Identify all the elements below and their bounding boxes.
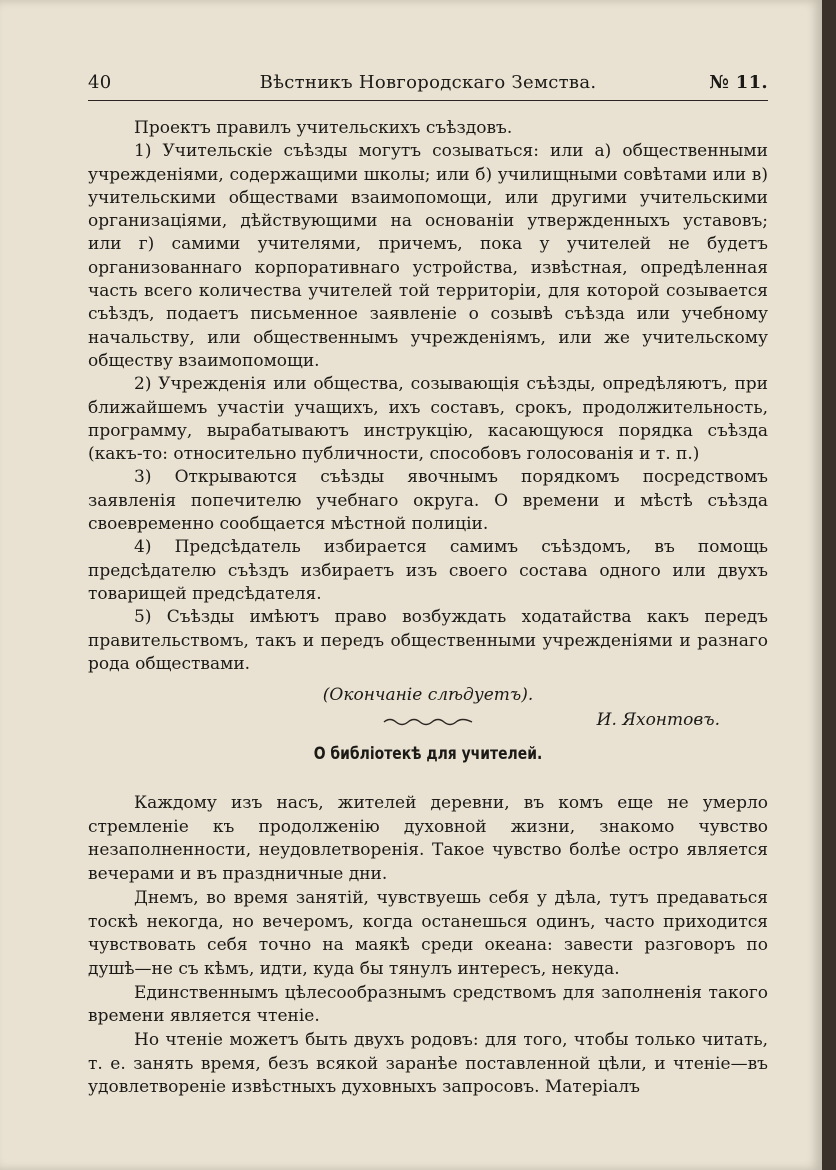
- article-title: О библіотекѣ для учителей.: [313, 744, 543, 764]
- page-header: [88, 72, 768, 98]
- article-heading: Проектъ правилъ учительскихъ съѣздовъ.: [134, 118, 513, 138]
- journal-title: Вѣстникъ Новгородскаго Земства.: [259, 72, 597, 93]
- continuation-note: (Окончаніе слѣдуетъ).: [322, 685, 534, 706]
- paragraph: Каждому изъ насъ, жителей деревни, въ комъ еще не умерло стремленіе къ продолженію духовной жизни, знакомо чувство незаполненности, неудовлетворенія. Такое чувство болѣе остро является вечерами и въ праздничные дни.: [88, 793, 768, 885]
- issue-number: № 11.: [709, 72, 768, 93]
- paragraph: 4) Предсѣдатель избирается самимъ съѣздомъ, въ помощь предсѣдателю съѣздъ избираетъ изъ своего состава одного или двухъ товарищей предсѣдателя.: [88, 537, 768, 604]
- page-number: 40: [88, 72, 112, 93]
- divider-ornament: [382, 714, 474, 730]
- paragraph: 5) Съѣзды имѣютъ право возбуждать ходатайства какъ передъ правительствомъ, такъ и передъ общественными учрежденіями и разнаго рода обществами.: [88, 607, 768, 674]
- paragraph: Единственнымъ цѣлесообразнымъ средствомъ для заполненія такого времени является чтеніе.: [88, 982, 768, 1027]
- paragraph: 2) Учрежденія или общества, созывающія съѣзды, опредѣляютъ, при ближайшемъ участіи учащихъ, ихъ составъ, срокъ, продолжительность, программу, вырабатываютъ инструкцію, касающуюся порядка съѣзда (какъ-то: относительно публичности, способовъ голосованія и т. п.): [88, 374, 768, 465]
- paragraph: 1) Учительскіе съѣзды могутъ созываться: или а) общественными учрежденіями, содержащими школы; или б) училищными совѣтами или в) учительскими обществами взаимопомощи, или другими учительскими организаціями, дѣйствующими на основаніи утвержденныхъ уставовъ; или г) самими учителями, причемъ, пока у учителей не будетъ организованнаго корпоративнаго устройства, извѣстная, опредѣленная часть всего количества учителей той территоріи, для которой созывается съѣздъ, подаетъ письменное заявленіе о созывѣ съѣзда или учебному начальству, или общественнымъ учрежденіямъ, или же учительскому обществу взаимопомощи.: [88, 141, 768, 371]
- paragraph: Но чтеніе можетъ быть двухъ родовъ: для того, чтобы только читать, т. е. занять время, безъ всякой заранѣе поставленной цѣли, и чтеніе—въ удовлетвореніе извѣстныхъ духовныхъ запросовъ. Матеріалъ: [88, 1030, 768, 1098]
- header-rule: [88, 100, 768, 101]
- paragraph: Днемъ, во время занятій, чувствуешь себя у дѣла, тутъ предаваться тоскѣ некогда, но вечеромъ, когда останешься одинъ, часто приходится чувствовать себя точно на маякѣ среди океана: завести разговоръ по душѣ—не съ кѣмъ, идти, куда бы тянулъ интересъ, некуда.: [88, 887, 768, 979]
- article-teacher-congress-rules: [88, 117, 768, 733]
- article-library-for-teachers: [88, 792, 768, 1100]
- author-signature: И. Яхонтовъ.: [596, 710, 720, 731]
- paragraph: 3) Открываются съѣзды явочнымъ порядкомъ посредствомъ заявленія попечителю учебнаго округа. О времени и мѣстѣ съѣзда своевременно сообщается мѣстной полиціи.: [88, 467, 768, 535]
- book-edge: [822, 0, 836, 1170]
